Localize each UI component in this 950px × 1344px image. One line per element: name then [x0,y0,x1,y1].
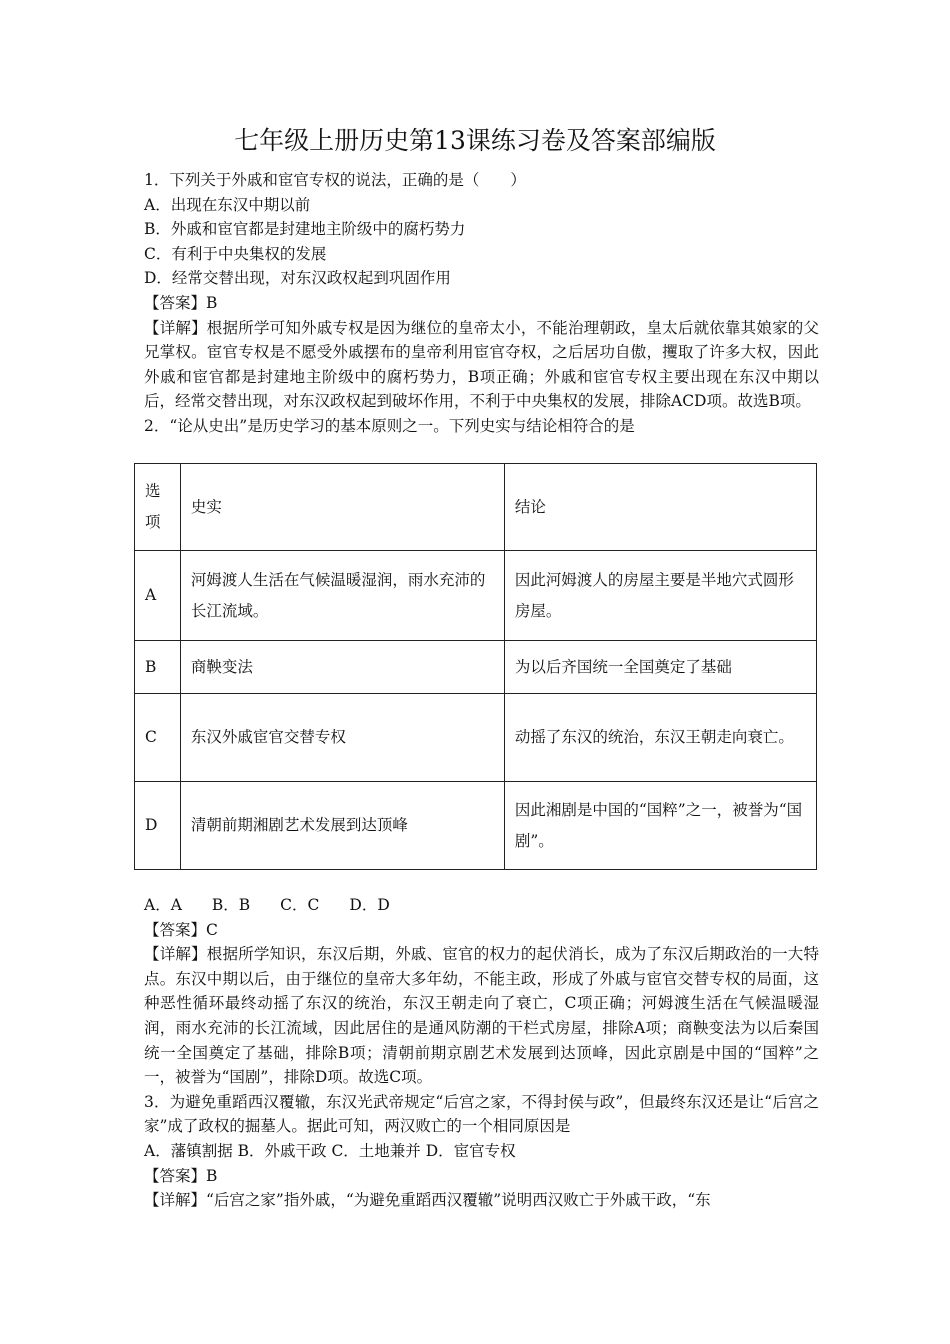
table-cell-option: C [135,694,181,782]
question-2-option-b: B．B [211,896,251,914]
table-header-row [135,464,817,551]
table-cell-conclusion: 为以后齐国统一全国奠定了基础 [504,641,816,694]
table-cell-fact: 东汉外戚宦官交替专权 [180,694,504,782]
table-header-conclusion: 结论 [504,464,816,551]
question-1-stem: 1．下列关于外戚和宦官专权的说法，正确的是（ ） [144,171,526,189]
table-cell-conclusion: 动摇了东汉的统治，东汉王朝走向衰亡。 [504,694,816,782]
question-2-option-d: D．D [349,896,390,914]
question-2-stem: 2．“论从史出”是历史学习的基本原则之一。下列史实与结论相符合的是 [144,416,635,435]
question-2-table [134,463,817,870]
question-2-tail [144,893,819,1213]
question-2-options [144,893,819,918]
question-3-stem: 3．为避免重蹈西汉覆辙，东汉光武帝规定“后宫之家，不得封侯与政”，但最终东汉还是让“后宫之家”成了政权的掘墓人。据此可知，两汉败亡的一个相同原因是 [144,1092,819,1136]
question-1-explanation: 【详解】根据所学可知外戚专权是因为继位的皇帝太小，不能治理朝政，皇太后就依靠其娘家的父兄掌权。宦官专权是不愿受外戚摆布的皇帝利用宦官夺权，之后居功自傲，攫取了许多大权，因此外戚和宦官都是封建地主阶级中的腐朽势力，B项正确；外戚和宦官专权主要出现在东汉中期以后，经常交替出现，对东汉政权起到破坏作用，不利于中央集权的发展，排除ACD项。故选B项。 [144,318,819,411]
table-cell-conclusion: 因此河姆渡人的房屋主要是半地穴式圆形房屋。 [504,551,816,641]
table-cell-fact: 商鞅变法 [180,641,504,694]
question-1 [144,168,819,439]
table-header-fact: 史实 [180,464,504,551]
table-cell-fact: 河姆渡人生活在气候温暖湿润，雨水充沛的长江流域。 [180,551,504,641]
table-row [135,694,817,782]
question-2-option-a: A．A [144,896,182,914]
table-header-option: 选项 [135,464,181,551]
table-cell-conclusion: 因此湘剧是中国的“国粹”之一，被誉为“国剧”。 [504,782,816,870]
question-1-option-a: A．出现在东汉中期以前 [144,195,311,214]
question-1-answer: 【答案】B [144,293,218,312]
table-cell-fact: 清朝前期湘剧艺术发展到达顶峰 [180,782,504,870]
table-row [135,641,817,694]
table-row [135,782,817,870]
question-3-explanation: 【详解】“后宫之家”指外戚，“为避免重蹈西汉覆辙”说明西汉败亡于外戚干政，“东 [144,1191,711,1210]
document-title: 七年级上册历史第13课练习卷及答案部编版 [234,126,716,155]
table-row [135,551,817,641]
question-3-answer: 【答案】B [144,1166,218,1185]
question-3-options: A．藩镇割据 B．外戚干政 C．土地兼并 D．宦官专权 [144,1141,516,1160]
question-1-option-d: D．经常交替出现，对东汉政权起到巩固作用 [144,269,451,288]
question-1-option-b: B．外戚和宦官都是封建地主阶级中的腐朽势力 [144,220,466,239]
table-cell-option: A [135,551,181,641]
question-1-option-c: C．有利于中央集权的发展 [144,244,327,263]
question-2-answer: 【答案】C [144,920,218,939]
question-2-option-c: C．C [280,896,320,914]
question-2-explanation: 【详解】根据所学知识，东汉后期，外戚、宦官的权力的起伏消长，成为了东汉后期政治的一大特点。东汉中期以后，由于继位的皇帝大多年幼，不能主政，形成了外戚与宦官交替专权的局面，这种恶性循环最终动摇了东汉的统治，东汉王朝走向了衰亡，C项正确；河姆渡生活在气候温暖湿润，雨水充沛的长江流域，因此居住的是通风防潮的干栏式房屋，排除A项；商鞅变法为以后秦国统一全国奠定了基础，排除B项；清朝前期京剧艺术发展到达顶峰，因此京剧是中国的“国粹”之一，被誉为“国剧”，排除D项。故选C项。 [144,945,819,1087]
table-cell-option: D [135,782,181,870]
table-cell-option: B [135,641,181,694]
